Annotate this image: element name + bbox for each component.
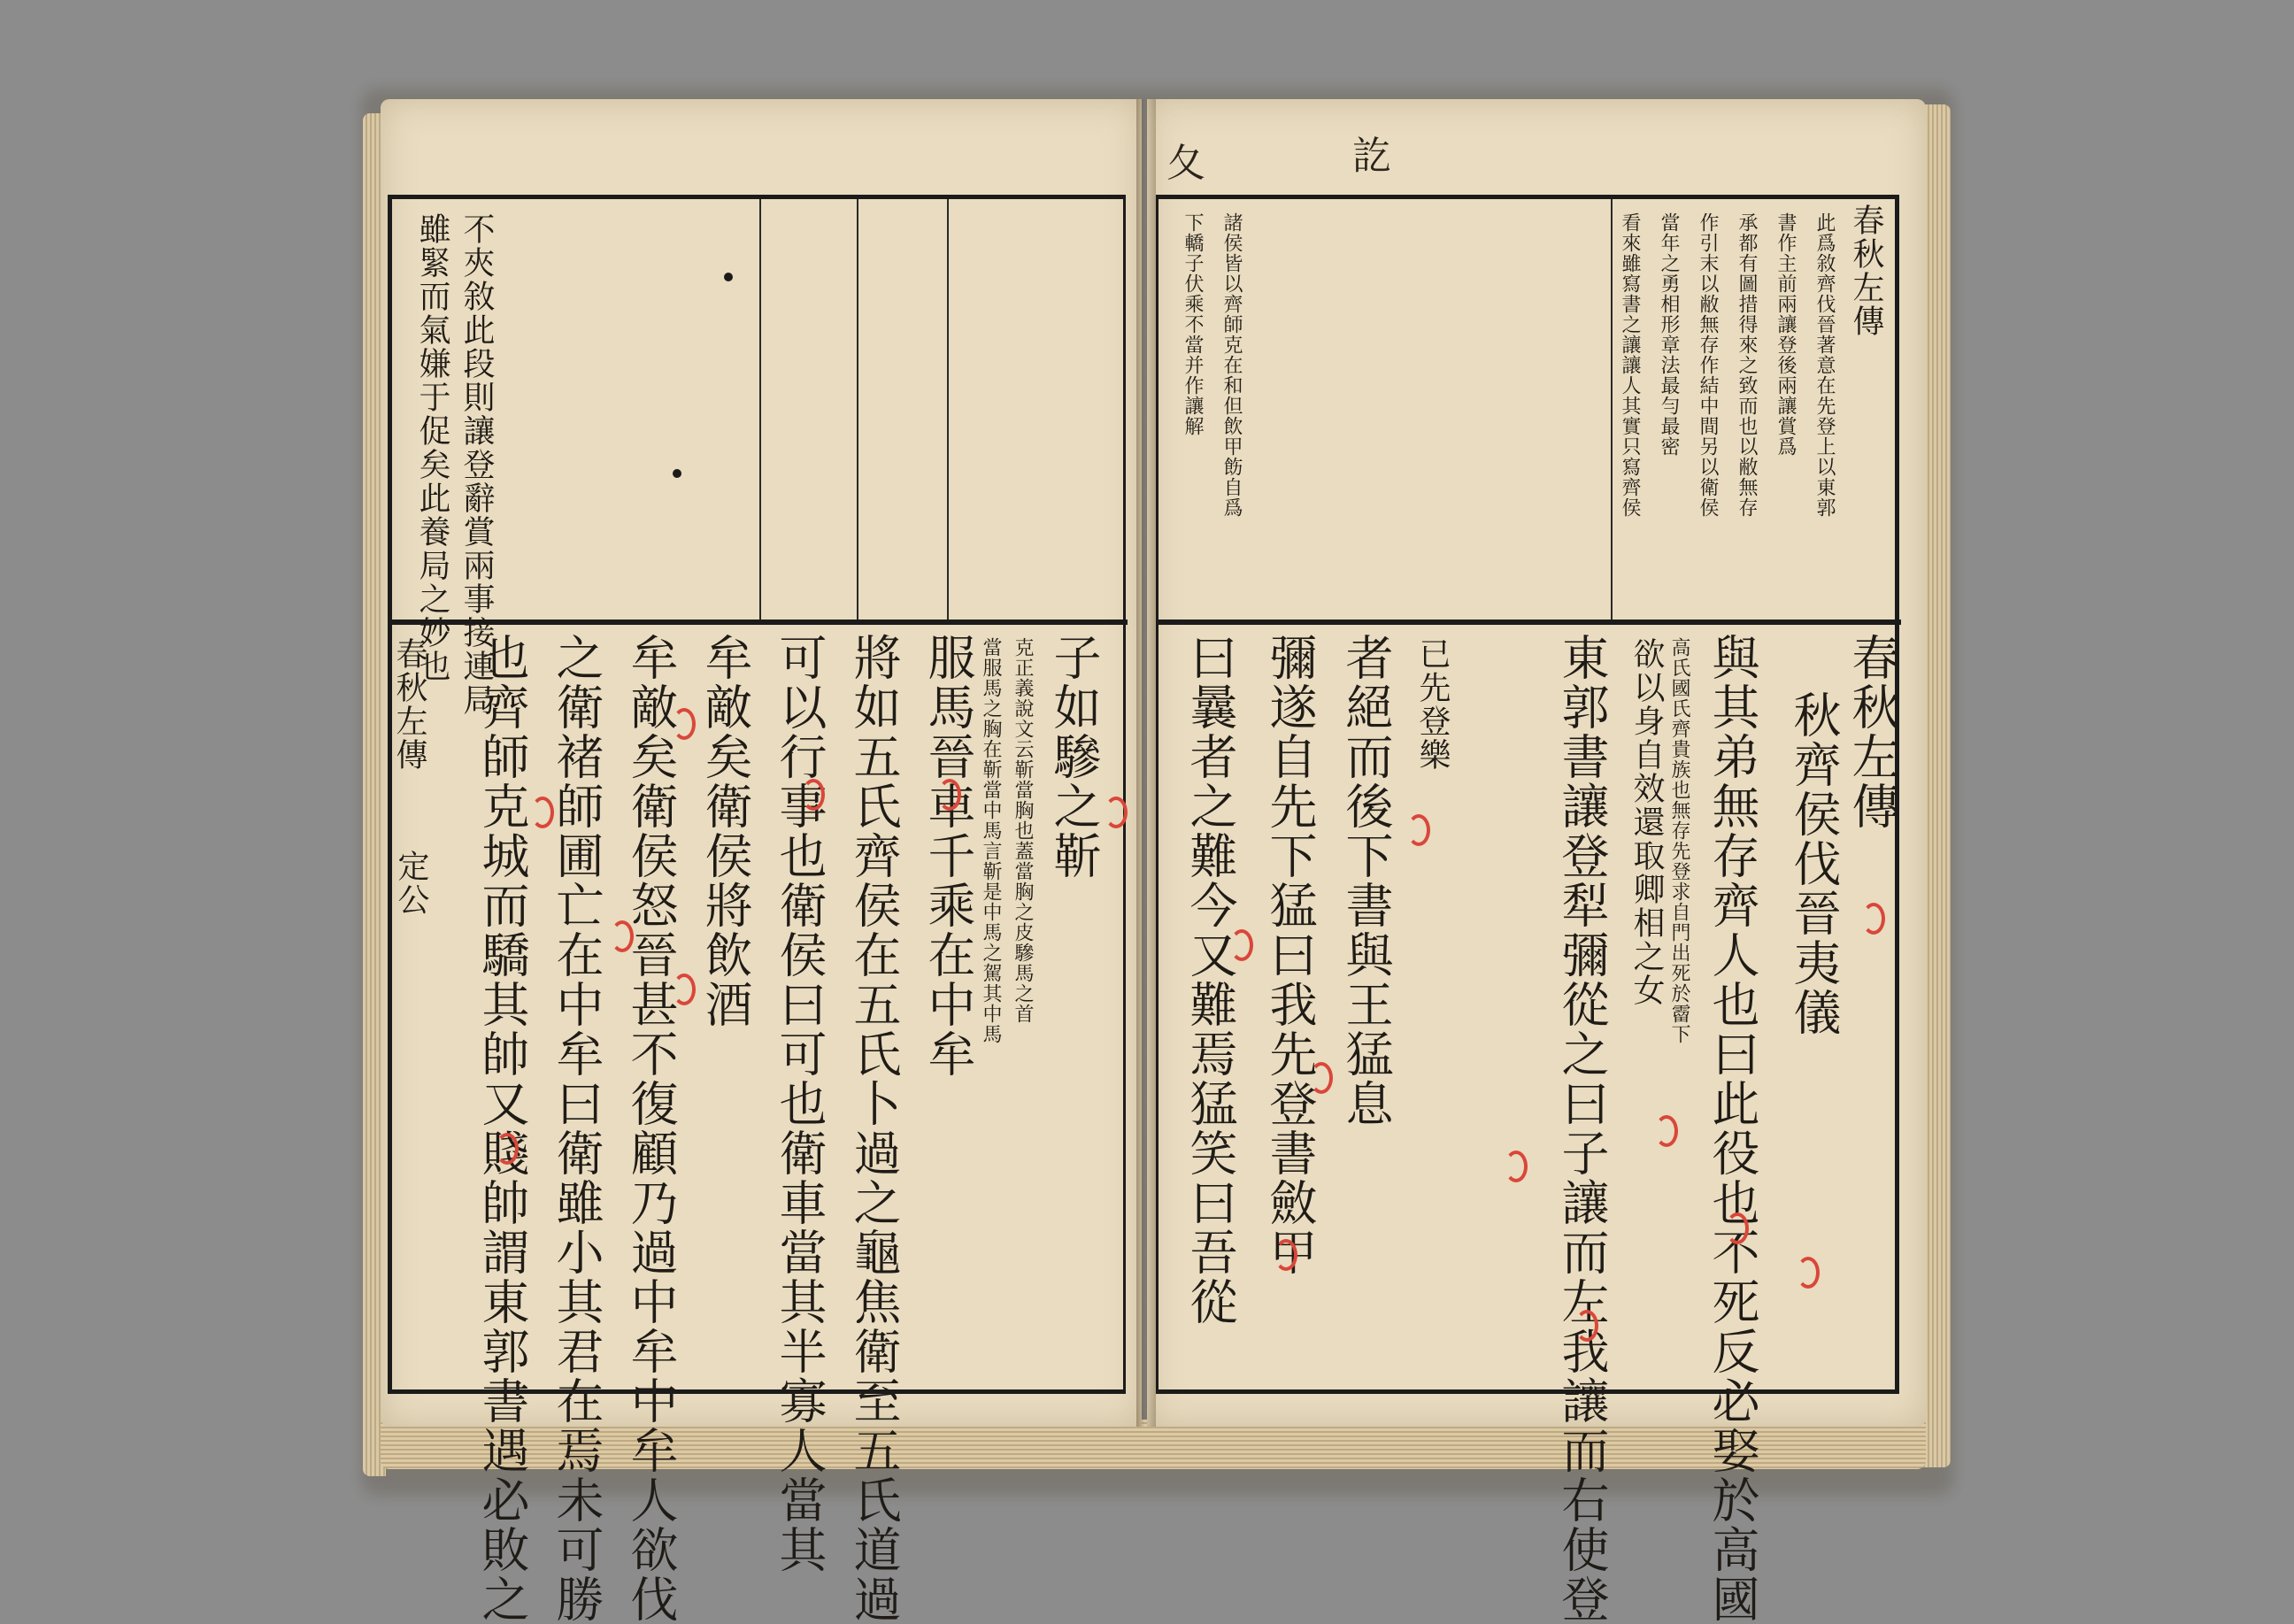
red-annotation-mark xyxy=(1505,1151,1528,1182)
right-main-7: 者絕而後下書與王猛息 xyxy=(1338,633,1394,1128)
spine-label: 定公 xyxy=(393,850,429,917)
right-note-3: 承都有圖措得來之致而也以敝無存 xyxy=(1736,212,1758,518)
red-annotation-mark xyxy=(673,708,696,740)
left-note-1: 不夾敘此段則讓登辭賞兩事接連局 xyxy=(458,212,495,717)
right-main-3: 高氏國氏齊貴族也無存先登求自門出死於霤下 xyxy=(1668,637,1690,1044)
right-note-4: 作引末以敝無存作結中間另以衛侯 xyxy=(1697,212,1719,518)
right-margin-title: 春秋左傳 xyxy=(1848,204,1884,338)
red-annotation-mark xyxy=(1797,1257,1820,1289)
right-note-8: 下轎子伏乘不當并作讓解 xyxy=(1182,212,1204,436)
right-note-2: 書作主前兩讓登後兩讓賞爲 xyxy=(1774,212,1797,457)
red-annotation-mark xyxy=(1407,814,1430,846)
header-char-right: 訖 xyxy=(1352,134,1391,179)
red-annotation-mark xyxy=(611,920,634,952)
left-divider xyxy=(388,620,1128,625)
right-note-1: 此爲敘齊伐晉著意在先登上以東郭 xyxy=(1813,212,1836,518)
column-rule xyxy=(1611,199,1613,620)
column-rule xyxy=(947,199,949,620)
right-note-6: 看來雖寫書之讓讓人其實只寫齊侯 xyxy=(1619,212,1641,518)
margin-label: 春秋左傳 xyxy=(391,637,427,772)
left-main-3: 當服馬之胸在靳當中馬言靳是中馬之駕其中馬 xyxy=(980,637,1002,1044)
right-main-6: 已先登樂 xyxy=(1414,637,1451,772)
red-annotation-mark xyxy=(802,779,825,811)
header-char-left: 夂 xyxy=(1166,141,1205,186)
right-note-5: 當年之勇相形章法最勻最密 xyxy=(1658,212,1680,457)
right-divider xyxy=(1156,620,1901,625)
right-main-9: 曰曩者之難今又難焉猛笑曰吾從 xyxy=(1182,633,1238,1327)
red-annotation-mark xyxy=(531,797,554,828)
red-annotation-mark xyxy=(1862,903,1885,935)
left-main-5: 將如五氏齊侯在五氏卜過之龜焦衛至五氏道過 xyxy=(846,633,902,1624)
punctuation-dot xyxy=(724,273,733,281)
left-main-8: 牟敵矣衛侯怒晉甚不復顧乃過中牟中牟人欲伐 xyxy=(623,633,679,1624)
right-note-7: 諸侯皆以齊師克在和但飲甲飭自爲 xyxy=(1220,212,1243,518)
column-rule xyxy=(857,199,858,620)
red-annotation-mark xyxy=(1655,1115,1678,1147)
red-annotation-mark xyxy=(1575,1310,1598,1342)
right-main-1: 秋齊侯伐晉夷儀 xyxy=(1786,690,1842,1037)
left-main-1: 子如驂之靳 xyxy=(1046,633,1102,881)
right-title: 春秋左傳 xyxy=(1844,633,1900,831)
right-main-8: 彌遂自先下猛曰我先登書斂甲 xyxy=(1262,633,1318,1277)
left-note-2: 雖緊而氣嫌于促矣此養局之妙也 xyxy=(414,212,450,683)
left-main-2: 克正義說文云靳當胸也蓋當胸之皮驂馬之首 xyxy=(1012,637,1034,1024)
right-main-4: 欲以身自效還取卿相之女 xyxy=(1628,637,1665,1007)
red-annotation-mark xyxy=(496,1133,519,1165)
red-annotation-mark xyxy=(1726,1212,1749,1244)
column-rule xyxy=(759,199,761,620)
left-main-7: 牟敵矣衛侯將飲酒 xyxy=(697,633,753,1029)
left-main-9: 之衛褚師圃亡在中牟曰衛雖小其君在焉未可勝 xyxy=(549,633,604,1624)
red-annotation-mark xyxy=(1310,1062,1333,1094)
right-main-5: 東郭書讓登犁彌從之曰子讓而左我讓而右使登 xyxy=(1554,633,1610,1624)
red-annotation-mark xyxy=(673,974,696,1005)
right-main-2: 與其弟無存齊人也曰此役也不死反必娶於高國 xyxy=(1705,633,1760,1624)
left-main-6: 可以行事也衛侯曰可也衛車當其半寡人當其 xyxy=(772,633,828,1574)
left-main-10: 也齊師克城而驕其帥又賤帥謂東郭書遇必敗之 xyxy=(474,633,530,1624)
red-annotation-mark xyxy=(1230,929,1253,961)
red-annotation-mark xyxy=(938,779,961,811)
red-annotation-mark xyxy=(1105,797,1128,828)
page-edges-bottom xyxy=(381,1420,1926,1469)
left-main-4: 服馬晉車千乘在中牟 xyxy=(920,633,976,1079)
book-gutter xyxy=(1136,99,1156,1427)
punctuation-dot xyxy=(673,469,681,478)
red-annotation-mark xyxy=(1274,1239,1297,1271)
